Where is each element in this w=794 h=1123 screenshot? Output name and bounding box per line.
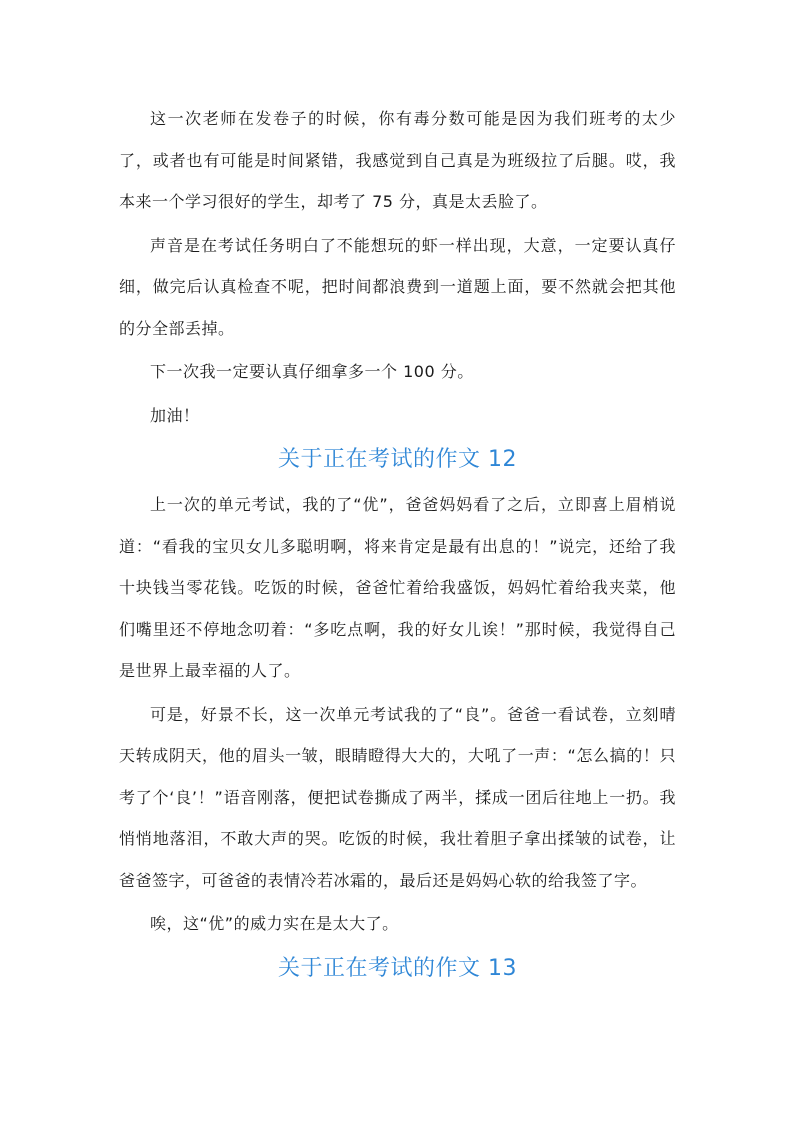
paragraph: 声音是在考试任务明白了不能想玩的虾一样出现，大意，一定要认真仔细，做完后认真检查不呢，把时间都浪费到一道题上面，要不然就会把其他的分全部丢掉。 (119, 235, 676, 338)
paragraph: 加油！ (150, 405, 200, 425)
section-heading-13: 关于正在考试的作文 13 (278, 955, 517, 981)
paragraph: 这一次老师在发卷子的时候，你有毒分数可能是因为我们班考的太少了，或者也有可能是时间紧错，我感觉到自己真是为班级拉了后腿。哎，我本来一个学习很好的学生，却考了 75 分，真是太丢脸了。 (119, 109, 676, 211)
paragraph: 可是，好景不长，这一次单元考试我的了“良”。爸爸一看试卷，立刻晴天转成阴天，他的眉头一皱，眼睛瞪得大大的，大吼了一声：“怎么搞的！只考了个‘良’！”语音刚落，便把试卷撕成了两半，揉成一团后往地上一扔。我悄悄地落泪，不敢大声的哭。吃饭的时候，我壮着胆子拿出揉皱的试卷，让爸爸签字，可爸爸的表情冷若冰霜的，最后还是妈妈心软的给我签了字。 (119, 704, 676, 890)
paragraph: 上一次的单元考试，我的了“优”，爸爸妈妈看了之后，立即喜上眉梢说道：“看我的宝贝女儿多聪明啊，将来肯定是最有出息的！”说完，还给了我十块钱当零花钱。吃饭的时候，爸爸忙着给我盛饭，妈妈忙着给我夹菜，他们嘴里还不停地念叨着：“多吃点啊，我的好女儿诶！”那时候，我觉得自己是世界上最幸福的人了。 (119, 495, 676, 680)
section-heading-12: 关于正在考试的作文 12 (278, 447, 517, 472)
paragraph: 唉，这“优”的威力实在是太大了。 (150, 914, 399, 933)
paragraph: 下一次我一定要认真仔细拿多一个 100 分。 (150, 362, 474, 381)
